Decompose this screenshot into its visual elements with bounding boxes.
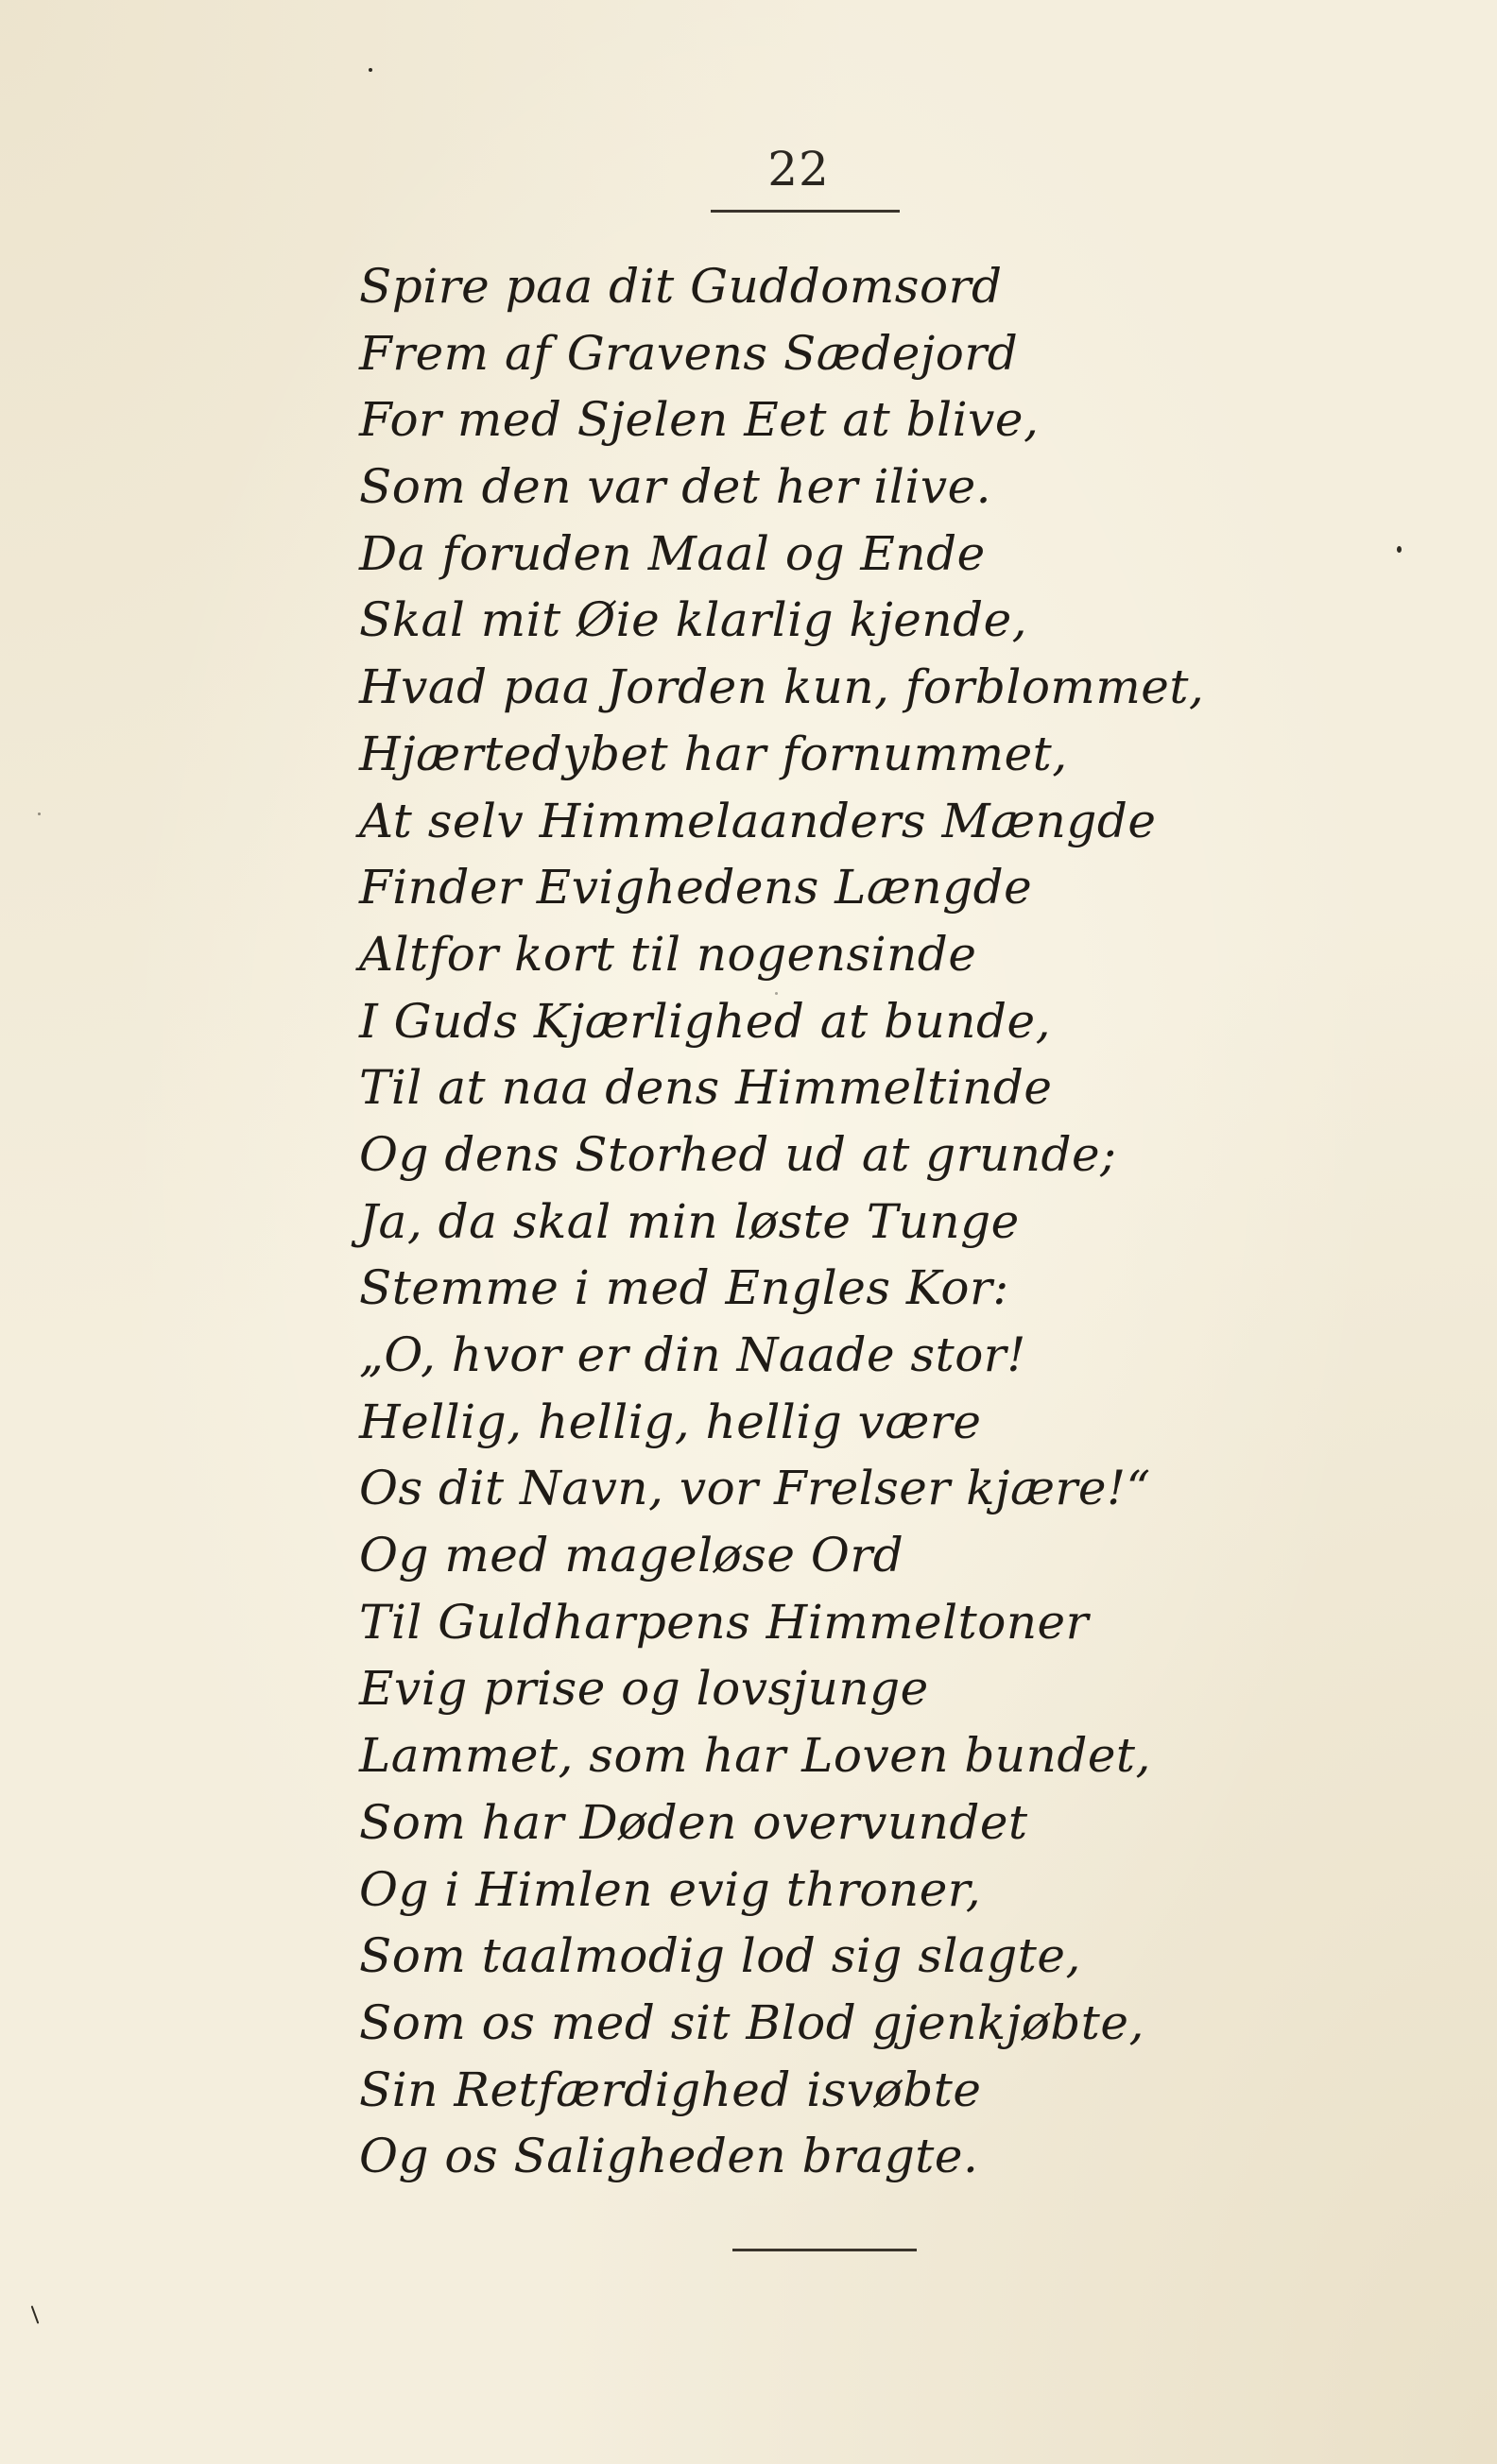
poem-line: Og os Saligheden bragte.: [359, 2129, 979, 2184]
poem-line: Da foruden Maal og Ende: [359, 525, 986, 581]
poem-line: Til at naa dens Himmeltinde: [359, 1060, 1053, 1116]
page-number: 22: [767, 142, 830, 197]
poem-line: Som den var det her ilive.: [359, 459, 992, 515]
poem-line: Hjærtedybet har fornummet,: [359, 726, 1068, 781]
paper-speck: [31, 2305, 40, 2323]
poem-line: Os dit Navn, vor Frelser kjære!“: [359, 1461, 1151, 1516]
poem-line: Spire paa dit Guddomsord: [359, 259, 1003, 314]
poem-line: I Guds Kjærlighed at bunde,: [359, 993, 1051, 1049]
poem-line: At selv Himmelaanders Mængde: [359, 793, 1157, 848]
poem-line: Og i Himlen evig throner,: [359, 1861, 982, 1917]
poem-line: For med Sjelen Eet at blive,: [359, 392, 1040, 448]
poem-line: Hellig, hellig, hellig være: [359, 1394, 982, 1449]
poem-line: Som har Døden overvundet: [359, 1794, 1028, 1850]
bottom-rule: [732, 2249, 917, 2251]
poem-line: Stemme i med Engles Kor:: [359, 1260, 1009, 1316]
poem-line: Skal mit Øie klarlig kjende,: [359, 592, 1028, 648]
poem-line: Finder Evighedens Længde: [359, 860, 1033, 915]
poem-line: „O, hvor er din Naade stor!: [359, 1327, 1026, 1382]
paper-speck: [369, 68, 372, 72]
paper-speck: [1397, 546, 1402, 553]
top-rule: [711, 210, 900, 213]
poem-line: Sin Retfærdighed isvøbte: [359, 2062, 982, 2117]
poem-line: Til Guldharpens Himmeltoner: [359, 1594, 1090, 1650]
paper-speck: [38, 813, 41, 815]
poem-line: Lammet, som har Loven bundet,: [359, 1728, 1151, 1784]
paper-speck: [775, 992, 778, 995]
poem-line: Hvad paa Jorden kun, forblommet,: [359, 659, 1205, 715]
poem-line: Som os med sit Blod gjenkjøbte,: [359, 1994, 1144, 2050]
poem-line: Og dens Storhed ud at grunde;: [359, 1126, 1117, 1182]
poem-line: Og med mageløse Ord: [359, 1528, 904, 1583]
poem-line: Som taalmodig lod sig slagte,: [359, 1928, 1081, 1984]
poem-line: Ja, da skal min løste Tunge: [359, 1193, 1020, 1249]
poem-line: Frem af Gravens Sædejord: [359, 325, 1019, 381]
poem-text: [359, 253, 1204, 2190]
poem-line: Evig prise og lovsjunge: [359, 1661, 929, 1717]
poem-line: Altfor kort til nogensinde: [359, 926, 977, 982]
